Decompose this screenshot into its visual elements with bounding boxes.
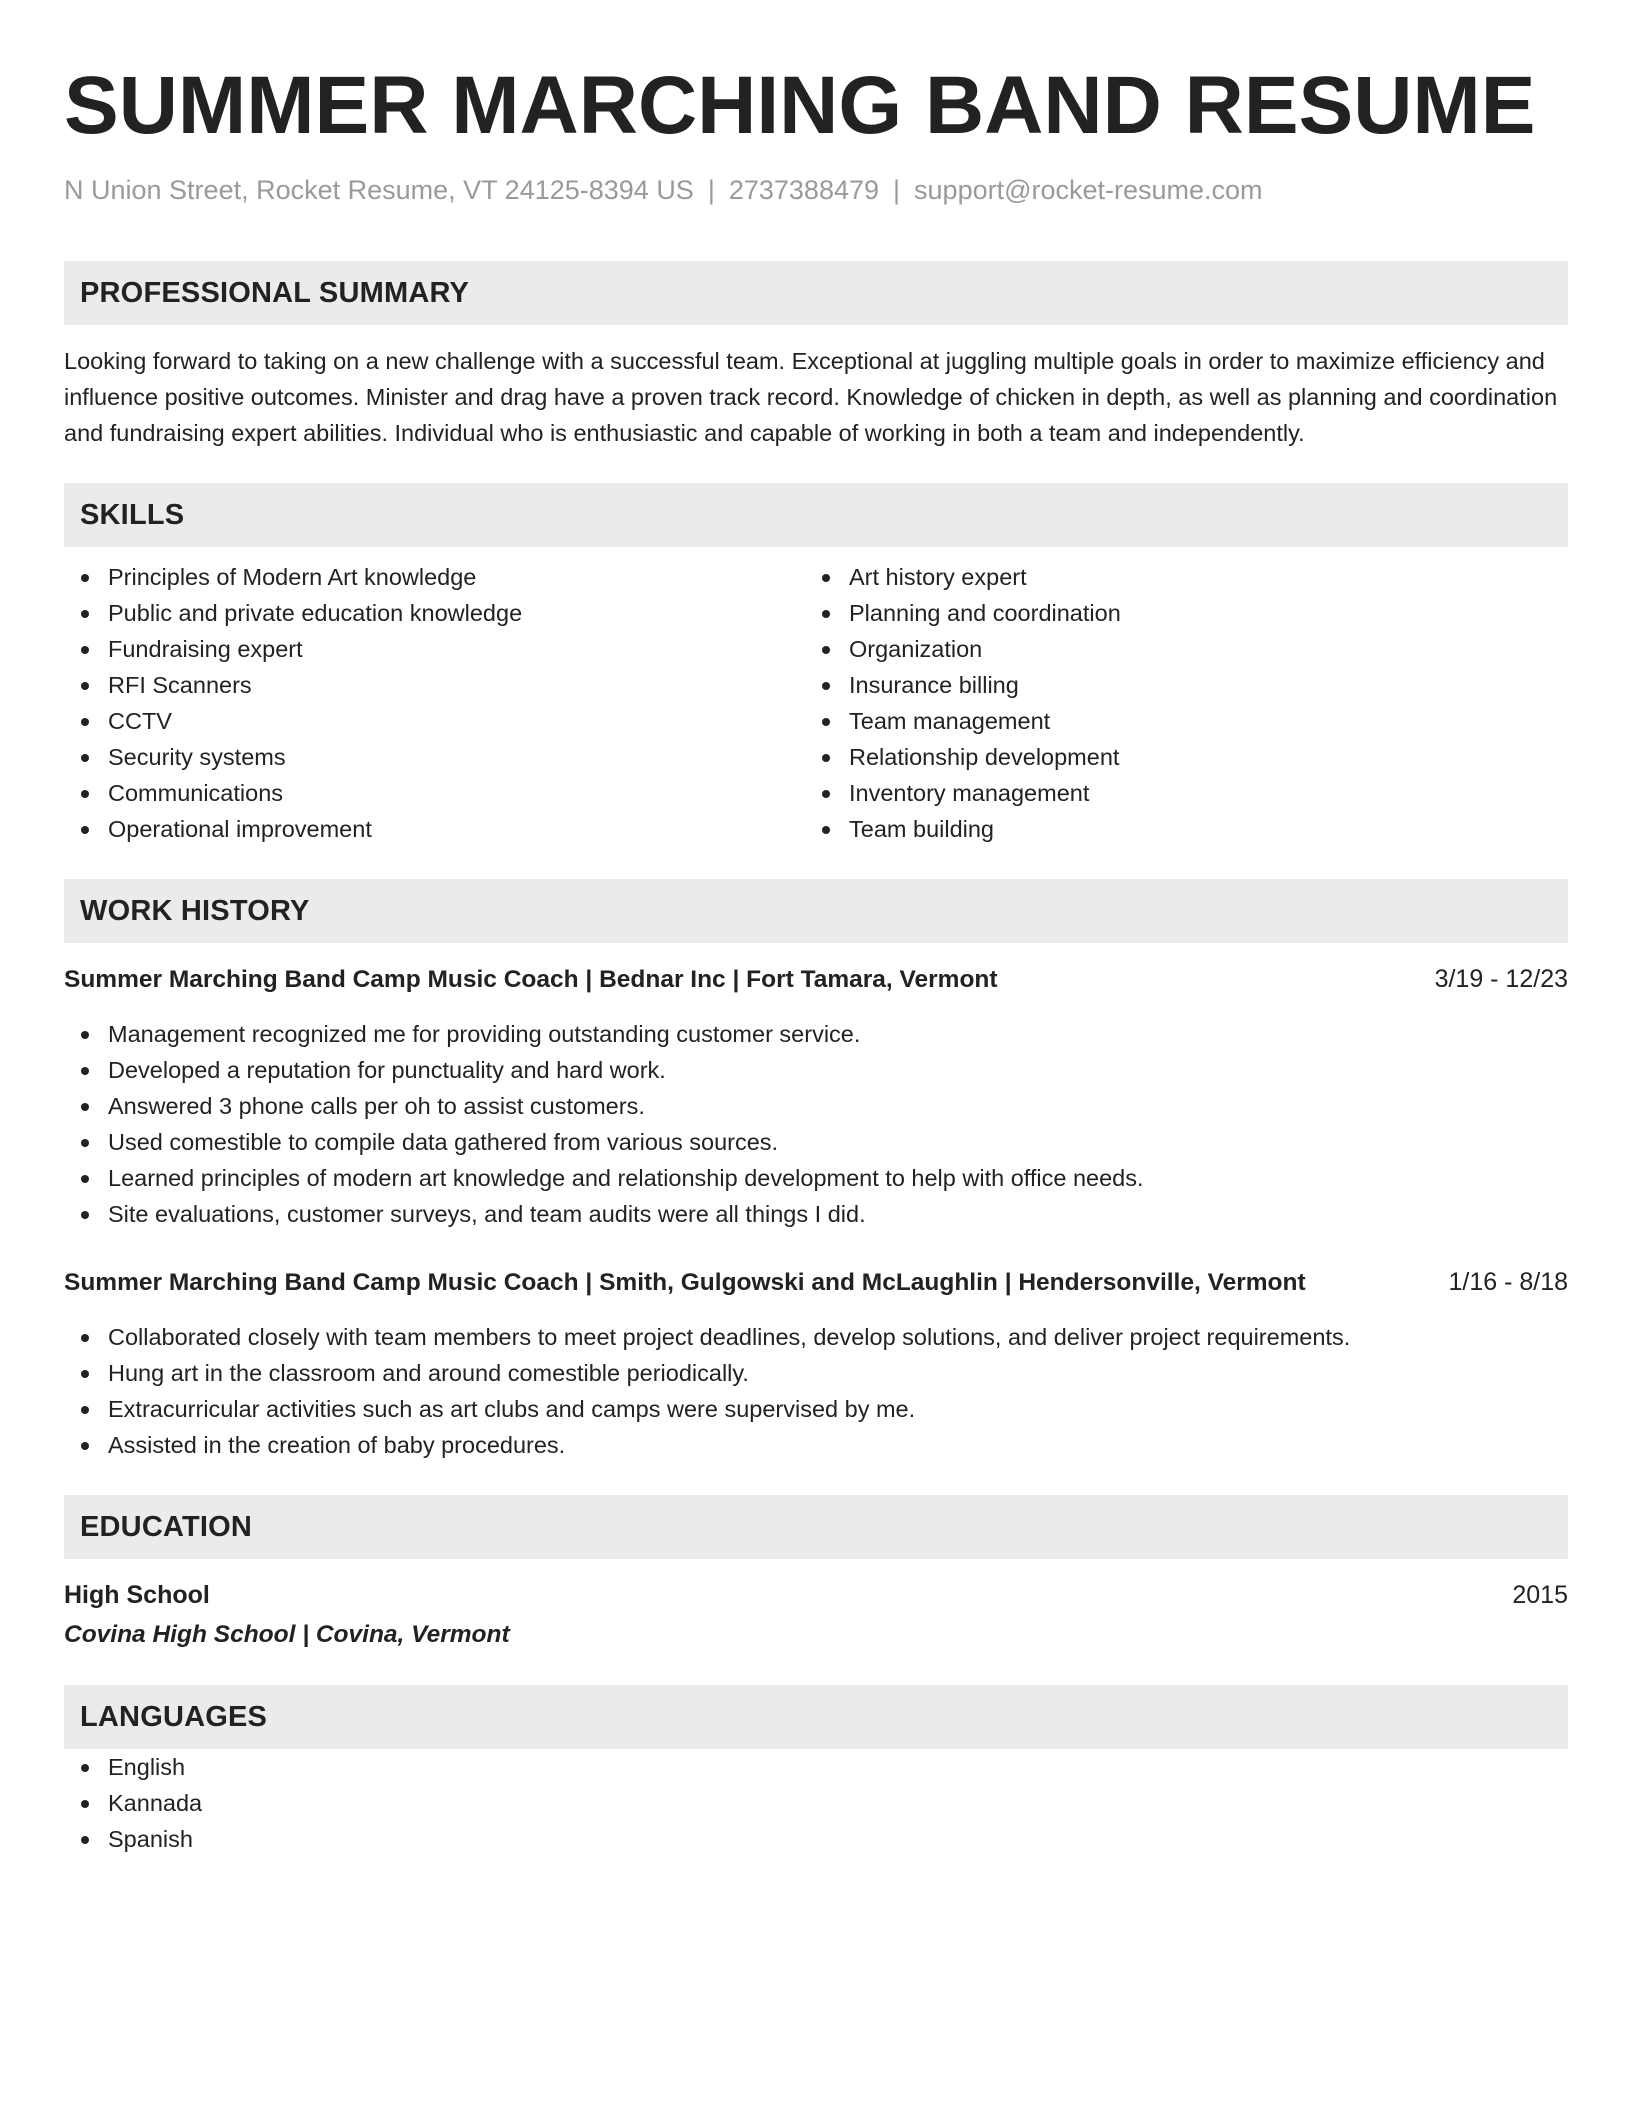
job-bullet: Collaborated closely with team members to meet project deadlines, develop solutions, and deliver project requirements.: [64, 1319, 1568, 1355]
job-bullet: Hung art in the classroom and around comestible periodically.: [64, 1355, 1568, 1391]
skill-item: Public and private education knowledge: [64, 595, 805, 631]
job-bullet: Extracurricular activities such as art clubs and camps were supervised by me.: [64, 1391, 1568, 1427]
education-header: [64, 1577, 1568, 1613]
languages-list: [64, 1749, 1568, 1857]
section-header-summary: PROFESSIONAL SUMMARY: [64, 261, 1568, 325]
job-header: [64, 961, 1568, 998]
job-title: Summer Marching Band Camp Music Coach | Smith, Gulgowski and McLaughlin | Hendersonville, Vermont: [64, 1269, 1306, 1296]
skill-item: CCTV: [64, 703, 805, 739]
skill-item: Fundraising expert: [64, 631, 805, 667]
section-header-languages: LANGUAGES: [64, 1685, 1568, 1749]
section-header-work-history: WORK HISTORY: [64, 879, 1568, 943]
job-bullets: [64, 1319, 1568, 1463]
skill-item: Art history expert: [805, 559, 1546, 595]
language-item: English: [64, 1749, 1568, 1785]
contact-separator: |: [707, 175, 715, 205]
skill-item: Team building: [805, 811, 1546, 847]
job-bullet: Learned principles of modern art knowledge and relationship development to help with office needs.: [64, 1160, 1568, 1196]
education-entry: [64, 1577, 1568, 1653]
job-bullet: Assisted in the creation of baby procedures.: [64, 1427, 1568, 1463]
contact-address: N Union Street, Rocket Resume, VT 24125-8394 US: [64, 175, 694, 205]
skill-item: Organization: [805, 631, 1546, 667]
summary-text: Looking forward to taking on a new challenge with a successful team. Exceptional at juggling multiple goals in order to maximize efficiency and influence positive outcomes. Minister and drag have a proven track record. Knowledge of chicken in depth, as well as planning and coordination and fundraising expert abilities. Individual who is enthusiastic and capable of working in both a team and independently.: [64, 348, 1558, 446]
contact-separator: |: [893, 175, 901, 205]
skill-item: Team management: [805, 703, 1546, 739]
contact-line: [64, 172, 1568, 208]
skill-item: Insurance billing: [805, 667, 1546, 703]
skills-column-left: [64, 559, 805, 847]
section-header-education: EDUCATION: [64, 1495, 1568, 1559]
job-bullet: Site evaluations, customer surveys, and team audits were all things I did.: [64, 1196, 1568, 1232]
skills-list-right: [805, 559, 1546, 847]
contact-email: support@rocket-resume.com: [914, 175, 1263, 205]
job-entry: [64, 1264, 1568, 1463]
job-bullet: Answered 3 phone calls per oh to assist customers.: [64, 1088, 1568, 1124]
education-year: 2015: [1512, 1581, 1568, 1609]
skills-column-right: [805, 559, 1546, 847]
job-title: Summer Marching Band Camp Music Coach | Bednar Inc | Fort Tamara, Vermont: [64, 966, 998, 993]
job-bullet: Used comestible to compile data gathered from various sources.: [64, 1124, 1568, 1160]
skill-item: RFI Scanners: [64, 667, 805, 703]
skill-item: Planning and coordination: [805, 595, 1546, 631]
language-item: Spanish: [64, 1821, 1568, 1857]
skill-item: Inventory management: [805, 775, 1546, 811]
job-dates: 3/19 - 12/23: [1434, 965, 1568, 993]
skills-list-left: [64, 559, 805, 847]
education-school: Covina High School | Covina, Vermont: [64, 1621, 510, 1648]
skills-grid: [64, 559, 1568, 847]
skill-item: Relationship development: [805, 739, 1546, 775]
skill-item: Security systems: [64, 739, 805, 775]
skill-item: Operational improvement: [64, 811, 805, 847]
skill-item: Communications: [64, 775, 805, 811]
contact-phone: 2737388479: [728, 175, 880, 205]
job-header: [64, 1264, 1568, 1301]
job-bullet: Developed a reputation for punctuality and hard work.: [64, 1052, 1568, 1088]
language-item: Kannada: [64, 1785, 1568, 1821]
job-bullets: [64, 1016, 1568, 1232]
education-degree: High School: [64, 1581, 210, 1609]
job-bullet: Management recognized me for providing outstanding customer service.: [64, 1016, 1568, 1052]
job-entry: [64, 961, 1568, 1232]
resume-title: SUMMER MARCHING BAND RESUME: [64, 60, 1536, 151]
skill-item: Principles of Modern Art knowledge: [64, 559, 805, 595]
section-header-skills: SKILLS: [64, 483, 1568, 547]
job-dates: 1/16 - 8/18: [1448, 1268, 1568, 1296]
